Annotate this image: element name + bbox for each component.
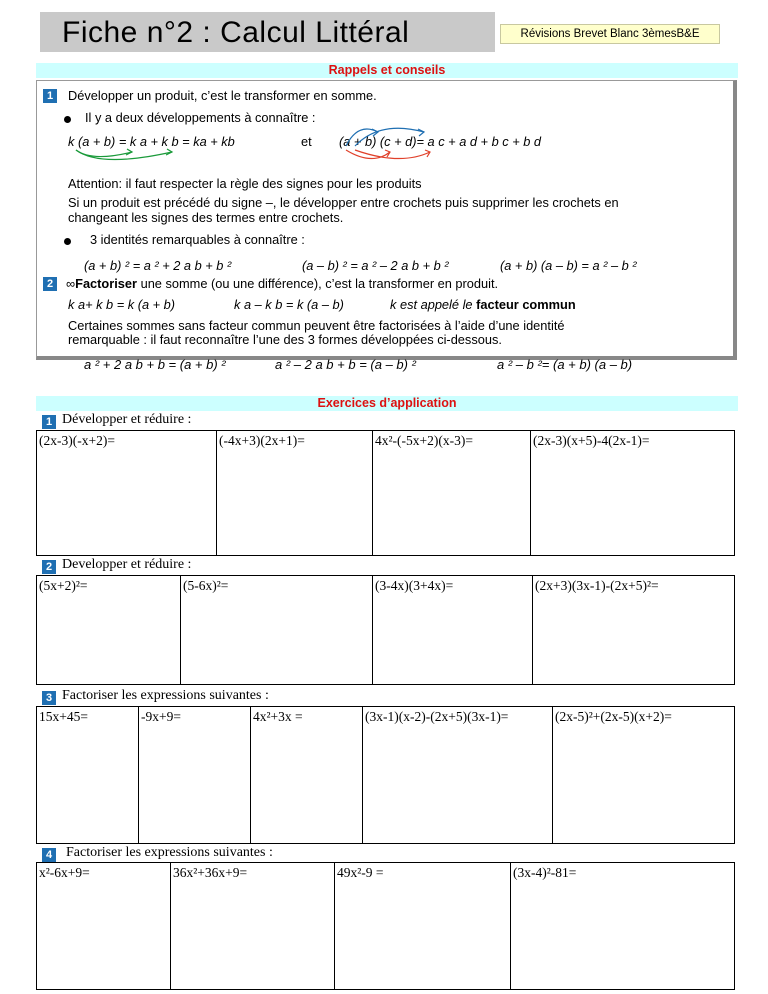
exercise-number: 2 <box>42 560 56 574</box>
exercise-cell[interactable]: 4x²+3x = <box>251 707 363 844</box>
exercise-title: Développer et réduire : <box>62 412 192 427</box>
exercise-cell[interactable]: (2x-5)²+(2x-5)(x+2)= <box>553 707 735 844</box>
develop-heading: Développer un produit, c’est le transformer en somme. <box>68 88 377 103</box>
factorise-heading <box>66 276 498 291</box>
factoriser-keyword: Factoriser <box>75 276 138 291</box>
exercise-cell[interactable]: 15x+45= <box>37 707 139 844</box>
exercise-4-grid <box>36 862 735 990</box>
exercise-cell[interactable]: x²-6x+9= <box>37 863 171 990</box>
identity-sum-times-difference: (a + b) (a – b) = a ² – b ² <box>500 258 637 273</box>
factor-difference-formula: k a – k b = k (a – b) <box>234 297 344 312</box>
exercise-cell[interactable]: (2x-3)(x+5)-4(2x-1)= <box>531 431 735 556</box>
bullet-text: 3 identités remarquables à connaître : <box>90 232 305 247</box>
exercise-cell[interactable]: 4x²-(-5x+2)(x-3)= <box>373 431 531 556</box>
exercise-cell[interactable]: (5-6x)²= <box>181 576 373 685</box>
identity-square-difference: (a – b) ² = a ² – 2 a b + b ² <box>302 258 449 273</box>
et-label: et <box>301 134 312 149</box>
page-title: Fiche n°2 : Calcul Littéral <box>62 16 410 49</box>
section-number: 2 <box>43 277 57 291</box>
exercise-cell[interactable]: 49x²-9 = <box>335 863 511 990</box>
infinity-symbol: ∞ <box>66 276 76 291</box>
double-distribution-formula: (a + b) (c + d)= a c + a d + b c + b d <box>339 134 542 149</box>
exercise-number: 4 <box>42 848 56 862</box>
common-factor-prefix: k est appelé le <box>390 297 477 312</box>
exercise-number: 1 <box>42 415 56 429</box>
simple-distribution-formula: k (a + b) = k a + k b = ka + kb <box>68 134 235 149</box>
sign-rule-line2: changeant les signes des termes entre crochets. <box>68 210 344 225</box>
section-number: 1 <box>43 89 57 103</box>
facteur-commun-keyword: facteur commun <box>476 297 576 312</box>
factor-sum-formula: k a+ k b = k (a + b) <box>68 297 176 312</box>
exercices-band: Exercices d’application <box>36 396 738 411</box>
exercise-cell[interactable]: (2x-3)(-x+2)= <box>37 431 217 556</box>
exercise-cell[interactable]: (3x-4)²-81= <box>511 863 735 990</box>
common-factor-note <box>390 297 576 312</box>
distribution-arrows-icon <box>60 118 480 170</box>
exercise-title: Factoriser les expressions suivantes : <box>62 688 269 703</box>
exercise-cell[interactable]: (3x-1)(x-2)-(2x+5)(3x-1)= <box>363 707 553 844</box>
bullet-icon <box>64 238 71 245</box>
exercise-title: Factoriser les expressions suivantes : <box>66 845 273 860</box>
exercise-number: 3 <box>42 691 56 705</box>
exercise-cell[interactable]: 36x²+36x+9= <box>171 863 335 990</box>
factor-identity-3: a ² – b ²= (a + b) (a – b) <box>497 357 633 372</box>
identity-square-sum: (a + b) ² = a ² + 2 a b + b ² <box>84 258 232 273</box>
revision-badge: Révisions Brevet Blanc 3èmesB&E <box>500 24 720 44</box>
factor-identity-1: a ² + 2 a b + b = (a + b) ² <box>84 357 226 372</box>
bullet-text: Il y a deux développements à connaître : <box>85 110 316 125</box>
exercise-2-grid <box>36 575 735 685</box>
exercise-cell[interactable]: (2x+3)(3x-1)-(2x+5)²= <box>533 576 735 685</box>
exercise-cell[interactable]: -9x+9= <box>139 707 251 844</box>
exercise-3-grid <box>36 706 735 844</box>
factor-identity-2: a ² – 2 a b + b = (a – b) ² <box>275 357 416 372</box>
remarkable-note-line2: remarquable : il faut reconnaître l’une des 3 formes développées ci-dessous. <box>68 332 502 347</box>
exercise-cell[interactable]: (5x+2)²= <box>37 576 181 685</box>
sign-rule-line1: Si un produit est précédé du signe –, le développer entre crochets puis supprimer les crochets en <box>68 195 619 210</box>
attention-note: Attention: il faut respecter la règle des signes pour les produits <box>68 176 422 191</box>
exercise-title: Developper et réduire : <box>62 557 192 572</box>
factorise-heading-rest: une somme (ou une différence), c’est la transformer en produit. <box>137 276 499 291</box>
exercise-1-grid <box>36 430 735 556</box>
rappels-band: Rappels et conseils <box>36 63 738 78</box>
remarkable-note-line1: Certaines sommes sans facteur commun peuvent être factorisées à l’aide d’une identité <box>68 318 565 333</box>
exercise-cell[interactable]: (-4x+3)(2x+1)= <box>217 431 373 556</box>
exercise-cell[interactable]: (3-4x)(3+4x)= <box>373 576 533 685</box>
